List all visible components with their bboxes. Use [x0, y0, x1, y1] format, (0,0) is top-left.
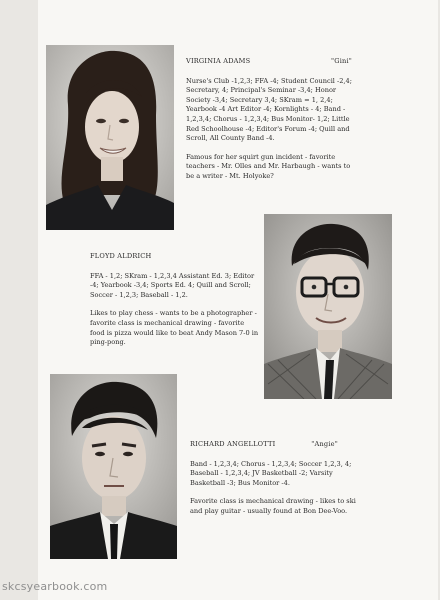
entry-richard-angellotti — [190, 440, 360, 517]
student-activities: FFA - 1,2; SKram - 1,2,3,4 Assistant Ed. 3; Editor -4; Yearbook -3,4; Sports Ed. 4; Quill and Scroll; Soccer - 1,2,3; Baseball - 1,2. — [90, 271, 255, 299]
portrait-floyd-aldrich — [264, 214, 392, 399]
portrait-virginia-adams — [46, 45, 174, 230]
name-row — [186, 57, 354, 67]
name-row — [190, 440, 360, 450]
entry-virginia-adams — [186, 57, 354, 182]
portrait-boy-glasses-image — [264, 214, 392, 399]
student-remarks: Favorite class is mechanical drawing - likes to ski and play guitar - usually found at Bon Dee-Voo. — [190, 497, 356, 515]
portrait-richard-angellotti — [50, 374, 177, 559]
student-nickname: "Gini" — [331, 57, 352, 65]
student-nickname: "Angie" — [311, 440, 338, 448]
student-activities: Nurse's Club -1,2,3; FFA -4; Student Council -2,4; Secretary, 4; Principal's Seminar -3,4; Honor Society -3,4; Secretary 3,4; SKram = 1, 2,4; Yearbook -4 Art Editor -4; Kornlights - 4; Band - 1,2,3,4; Chorus - 1,2,3,4; Bus Monitor- 1,2; Little Red Schoolhouse -4; Editor's Forum -4; Quill and Scroll, All County Band -4. — [186, 76, 352, 143]
student-name: FLOYD ALDRICH — [90, 252, 152, 260]
student-name: VIRGINIA ADAMS — [186, 57, 251, 65]
yearbook-page — [38, 0, 438, 600]
portrait-boy-image — [50, 374, 177, 559]
student-remarks: Famous for her squirt gun incident - favorite teachers - Mr. Olles and Mr. Harbaugh - wants to be a writer - Mt. Holyoke? — [186, 152, 351, 180]
portrait-girl-image — [46, 45, 174, 230]
student-nickname — [258, 252, 260, 262]
name-row — [90, 252, 260, 262]
student-remarks: Likes to play chess - wants to be a photographer - favorite class is mechanical drawing - favorite food is pizza would like to beat Andy Mason 7-0 in ping-pong. — [90, 309, 259, 347]
site-watermark: skcsyearbook.com — [2, 580, 108, 593]
entry-floyd-aldrich — [90, 252, 260, 348]
student-name: RICHARD ANGELLOTTI — [190, 440, 276, 448]
student-activities: Band - 1,2,3,4; Chorus - 1,2,3,4; Soccer 1,2,3, 4; Baseball - 1,2,3,4; JV Basketball -2; Varsity Basketball -3; Bus Monitor -4. — [190, 459, 352, 487]
